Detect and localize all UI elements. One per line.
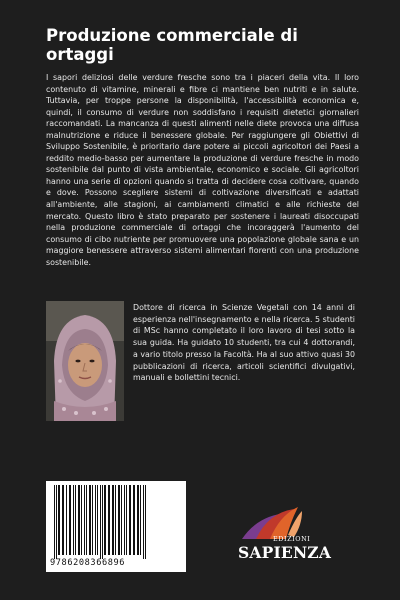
barcode-bar bbox=[78, 485, 80, 555]
barcode-bar bbox=[102, 485, 103, 559]
barcode-bar bbox=[54, 485, 55, 559]
barcode-bar bbox=[81, 485, 82, 555]
barcode-bar bbox=[73, 485, 74, 555]
publisher-imprint: EDIZIONI bbox=[273, 535, 311, 543]
barcode-bar bbox=[145, 485, 146, 559]
barcode-bar bbox=[86, 485, 87, 555]
isbn-number: 9786208366896 bbox=[50, 558, 126, 568]
author-bio: Dottore di ricerca in Scienze Vegetali con 14 anni di esperienza nell'insegnamento e nella ricerca. 5 studenti di MSc hanno completato il loro lavoro di tesi sotto la sua guida. Ha guidato 10 studenti, tra cui 4 dottorandi, a vario titolo presso la Facoltà. Ha al suo attivo quasi 30 pubblicazioni di ricerca, articoli scientifici divulgativi, manuali e bollettini tecnici. bbox=[133, 303, 355, 383]
barcode-bar bbox=[118, 485, 120, 555]
author-photo bbox=[46, 301, 124, 421]
author-portrait-icon bbox=[46, 301, 124, 421]
barcode-bar bbox=[100, 485, 101, 559]
barcode-bar bbox=[124, 485, 125, 555]
barcode-bar bbox=[126, 485, 127, 555]
barcode-bar bbox=[75, 485, 76, 555]
barcode-bar bbox=[133, 485, 135, 555]
barcode-bar bbox=[108, 485, 110, 555]
barcode-bar bbox=[115, 485, 116, 555]
barcode-bar bbox=[121, 485, 122, 555]
barcode-bar bbox=[62, 485, 64, 555]
barcode-bar bbox=[140, 485, 141, 555]
barcode-bar bbox=[95, 485, 96, 555]
barcode-bar bbox=[89, 485, 91, 555]
publisher-name: SAPIENZA bbox=[238, 543, 332, 562]
barcode-bar bbox=[92, 485, 93, 555]
book-description: I sapori deliziosi delle verdure fresche sono tra i piaceri della vita. Il loro contenuto di vitamine, minerali e fibre ci mantiene ben nutriti e in salute. Tuttavia, per troppe persone la disponibilità, l'accessibilità economica e, quindi, il consumo di verdure non soddisfano i requisiti dietetici giornalieri raccomandati. La mancanza di questi alimenti nelle diete provoca una diffusa malnutrizione e riduce il benessere globale. Per raggiungere gli Obiettivi di Sviluppo Sostenibile, è prioritario dare potere ai piccoli agricoltori dei Paesi a reddito medio-basso per aumentare la produzione di verdure fresche in modo sostenibile dal punto di vista ambientale, economico e sociale. Gli agricoltori hanno una serie di opzioni quando si tratta di decidere cosa coltivare, quando e dove. Possono scegliere sistemi di coltivazione diversificati e adattati all'ambiente, alle stagioni, ai cambiamenti climatici e alle richieste del mercato. Questo libro è stato preparato per sostenere i laureati disoccupati nella produzione commerciale di ortaggi che incoraggerà l'aumento del consumo di cibo nutriente per promuovere una popolazione globale sana e un maggiore benessere attraverso sistemi alimentari fiorenti con una produzione sostenibile. bbox=[46, 73, 359, 267]
barcode-bar bbox=[84, 485, 85, 555]
barcode-bar bbox=[66, 485, 67, 555]
barcode-bar bbox=[112, 485, 114, 555]
barcode-bar bbox=[97, 485, 98, 555]
barcode-bar bbox=[137, 485, 139, 555]
barcode-bar bbox=[129, 485, 131, 555]
barcode-bar bbox=[69, 485, 71, 555]
barcode-bar bbox=[56, 485, 57, 559]
barcode-bar bbox=[104, 485, 106, 555]
barcode-bar bbox=[58, 485, 60, 555]
publisher-logo bbox=[236, 505, 336, 575]
isbn-barcode bbox=[46, 481, 186, 572]
book-title: Produzione commerciale di ortaggi bbox=[46, 26, 298, 64]
barcode-bar bbox=[143, 485, 144, 559]
